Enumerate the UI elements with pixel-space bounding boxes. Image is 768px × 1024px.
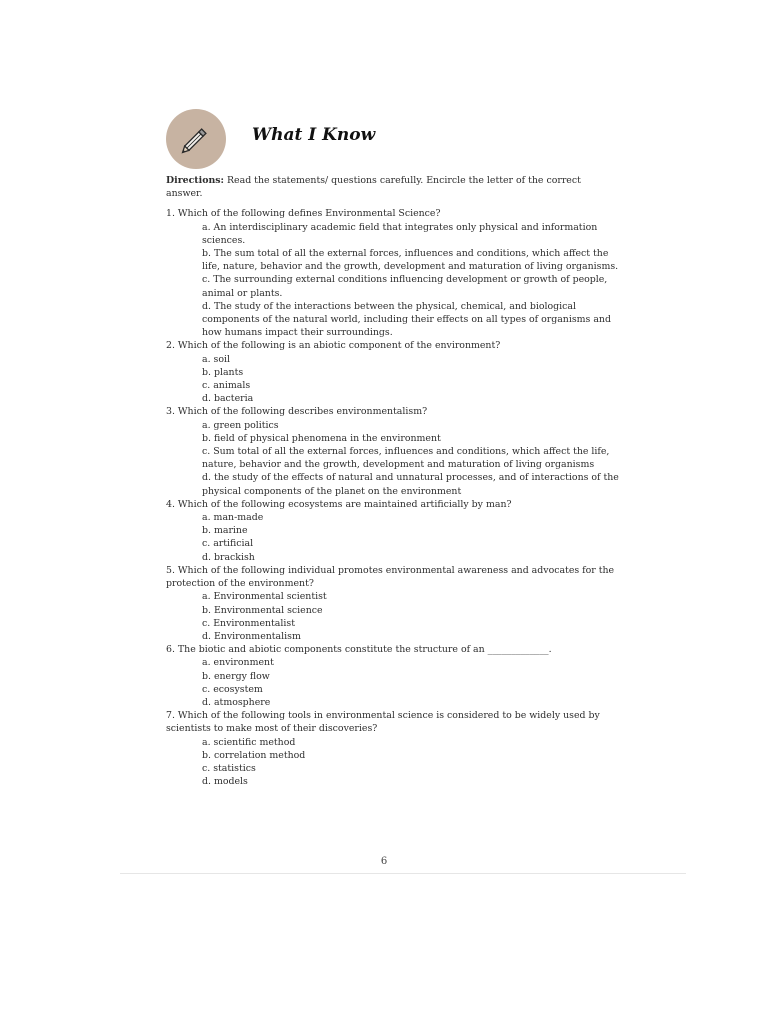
choice-c[interactable]: c. artificial [202,538,254,550]
section-title: What I Know [252,125,376,145]
choice-b[interactable]: b. field of physical phenomena in the environment [202,432,441,444]
choice-d[interactable]: d. the study of the effects of natural and unnatural processes, and of interactions of the physical components of the planet on the environment [202,472,619,497]
choice-b[interactable]: b. marine [202,525,248,537]
section-header [166,108,375,170]
choice-b[interactable]: b. Environmental science [202,604,323,616]
choice-a[interactable]: a. man-made [202,512,264,524]
question-7 [166,709,620,788]
choice-b[interactable]: b. correlation method [202,749,306,761]
choice-a[interactable]: a. environment [202,657,274,669]
choice-d[interactable]: d. Environmentalism [202,630,301,642]
page-number: 6 [380,856,388,867]
question-3 [166,405,620,497]
choice-a[interactable]: a. soil [202,353,231,365]
choice-c[interactable]: c. The surrounding external conditions influencing development or growth of people, animal or plants. [202,274,608,299]
choice-a[interactable]: a. scientific method [202,736,296,748]
footer-divider [120,873,686,874]
choice-b[interactable]: b. The sum total of all the external forces, influences and conditions, which affect the life, nature, behavior and the growth, development and maturation of living organisms. [202,248,619,273]
question-text: 3. Which of the following describes environmentalism? [166,406,428,418]
question-5 [166,564,620,643]
question-text: 4. Which of the following ecosystems are maintained artificially by man? [166,498,512,510]
question-6 [166,643,620,709]
worksheet-content [166,174,620,788]
question-text: 1. Which of the following defines Environmental Science? [166,208,441,220]
directions [166,174,620,200]
choice-a[interactable]: a. An interdisciplinary academic field that integrates only physical and information sciences. [202,221,598,246]
choice-list [166,353,620,406]
choice-list [166,656,620,709]
choice-d[interactable]: d. bacteria [202,393,254,405]
question-text: 2. Which of the following is an abiotic component of the environment? [166,340,501,352]
choice-c[interactable]: c. animals [202,380,251,392]
choice-d[interactable]: d. brackish [202,551,255,563]
question-text: 5. Which of the following individual promotes environmental awareness and advocates for the protection of the environment? [166,564,615,590]
choice-b[interactable]: b. plants [202,366,244,378]
pencil-icon [166,109,226,169]
choice-b[interactable]: b. energy flow [202,670,270,682]
choice-d[interactable]: d. models [202,776,248,788]
choice-list [166,221,620,340]
choice-c[interactable]: c. statistics [202,762,256,774]
choice-list [166,419,620,498]
question-text: 7. Which of the following tools in environmental science is considered to be widely used by scientists to make most of their discoveries? [166,710,600,735]
directions-label: Directions: [166,175,225,186]
question-1 [166,207,620,339]
choice-c[interactable]: c. Sum total of all the external forces, influences and conditions, which affect the life, nature, behavior and the growth, development and maturation of living organisms [202,446,610,471]
question-text: 6. The biotic and abiotic components constitute the structure of an _____________. [166,644,552,656]
question-4 [166,498,620,564]
question-2 [166,339,620,405]
choice-d[interactable]: d. The study of the interactions between the physical, chemical, and biological components of the natural world, including their effects on all types of organisms and how humans impact their surroundings. [202,300,611,339]
choice-a[interactable]: a. green politics [202,419,279,431]
directions-text: Read the statements/ questions carefully. Encircle the letter of the correct answer. [166,175,581,200]
choice-list [166,736,620,789]
choice-d[interactable]: d. atmosphere [202,696,271,708]
choice-a[interactable]: a. Environmental scientist [202,591,327,603]
choice-c[interactable]: c. Environmentalist [202,617,295,629]
choice-list [166,511,620,564]
choice-c[interactable]: c. ecosystem [202,683,263,695]
choice-list [166,590,620,643]
